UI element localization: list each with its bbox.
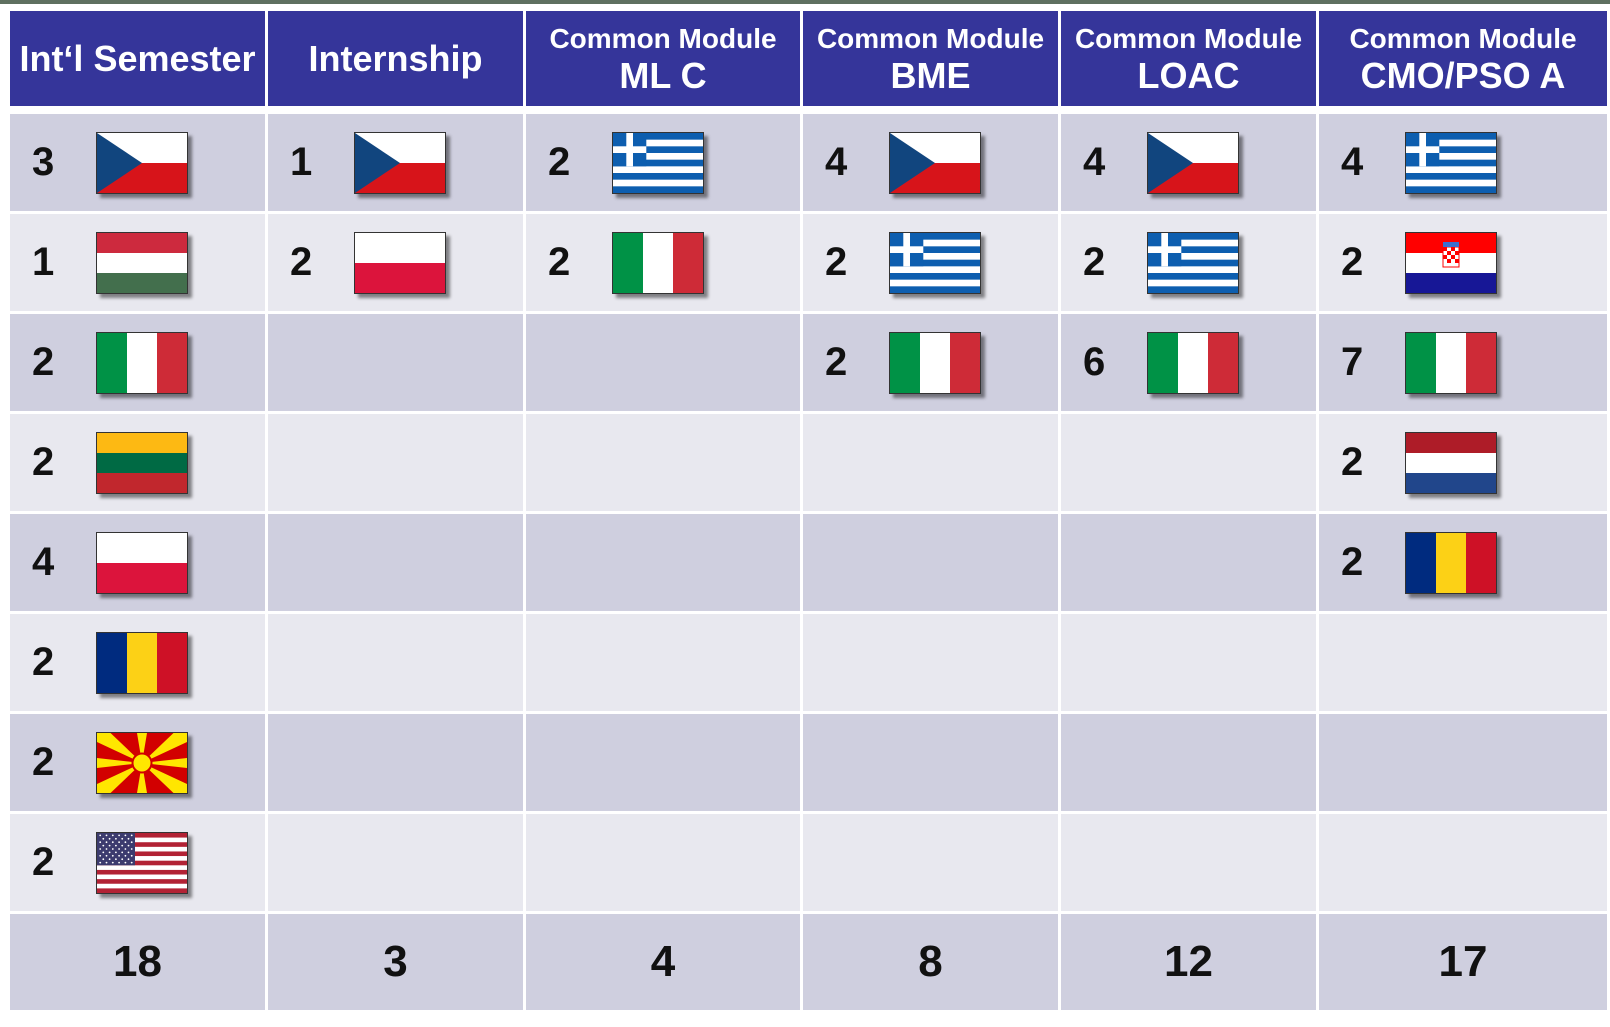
poland-flag-icon [96,532,188,594]
participant-count: 2 [32,440,55,484]
country-entry [10,214,265,311]
header-internship: Internship [268,11,526,114]
participant-count: 2 [825,240,848,284]
table-cell [10,114,268,214]
table-cell [803,814,1061,914]
total-cell [268,914,526,1010]
country-entry [1061,114,1316,211]
totals-row [10,914,1610,1010]
table-cell [268,114,526,214]
table-cell [1319,314,1610,414]
country-entry [10,614,265,711]
table-cell [803,414,1061,514]
table-cell [526,214,803,314]
usa-flag-icon [96,832,188,894]
table-cell [1319,414,1610,514]
lithuania-flag-icon [96,432,188,494]
participant-count: 6 [1083,340,1106,384]
hungary-flag-icon [96,232,188,294]
table-cell [268,214,526,314]
country-entry [1061,314,1316,411]
total-count: 4 [650,937,676,986]
poland-flag-icon [354,232,446,294]
table-cell [10,314,268,414]
table-cell [1061,814,1319,914]
italy-flag-icon [889,332,981,394]
table-cell [1319,614,1610,714]
country-entry [10,714,265,811]
romania-flag-icon [1405,532,1497,594]
table-cell [526,714,803,814]
participant-count: 2 [1083,240,1106,284]
table-row [10,314,1610,414]
table-cell [268,714,526,814]
country-entry [10,814,265,911]
total-cell [1319,914,1610,1010]
italy-flag-icon [1405,332,1497,394]
country-entry [1319,414,1607,511]
table-cell [1061,614,1319,714]
table-row [10,714,1610,814]
table-cell [268,414,526,514]
country-entry [268,114,523,211]
table-cell [803,114,1061,214]
czech-flag-icon [1147,132,1239,194]
participant-count: 2 [32,840,55,884]
total-count: 12 [1164,937,1213,986]
table-row [10,514,1610,614]
table-cell [10,814,268,914]
netherlands-flag-icon [1405,432,1497,494]
header-cmo-pso-a: Common Module CMO/PSO A [1319,11,1610,114]
table-cell [526,314,803,414]
greece-flag-icon [889,232,981,294]
total-cell [803,914,1061,1010]
table-row [10,114,1610,214]
croatia-flag-icon [1405,232,1497,294]
total-cell [1061,914,1319,1010]
table-cell [268,514,526,614]
greece-flag-icon [1405,132,1497,194]
table-cell [1061,314,1319,414]
table-cell [1061,414,1319,514]
table-cell [268,614,526,714]
participant-count: 3 [32,140,55,184]
country-entry [10,514,265,611]
country-entry [526,214,800,311]
total-cell [526,914,803,1010]
country-entry [803,114,1058,211]
table-cell [268,314,526,414]
header-loac: Common Module LOAC [1061,11,1319,114]
participant-count: 2 [1341,540,1364,584]
table-cell [526,414,803,514]
participant-count: 1 [290,140,313,184]
italy-flag-icon [1147,332,1239,394]
participant-count: 4 [1083,140,1106,184]
czech-flag-icon [354,132,446,194]
participant-count: 2 [825,340,848,384]
table-cell [1319,714,1610,814]
table-cell [1319,514,1610,614]
country-entry [268,214,523,311]
table-cell [526,614,803,714]
country-entry [10,114,265,211]
table-cell [803,714,1061,814]
table-row [10,214,1610,314]
table-cell [1319,814,1610,914]
country-entry [803,214,1058,311]
header-intl-semester: Int‘l Semester [10,11,268,114]
table-cell [10,714,268,814]
total-count: 17 [1438,937,1488,986]
participant-count: 2 [1341,240,1364,284]
total-count: 8 [918,937,943,986]
participant-count: 1 [32,240,55,284]
participant-count: 2 [548,240,571,284]
header-bme: Common Module BME [803,11,1061,114]
table-cell [10,214,268,314]
table-cell [526,514,803,614]
country-entry [10,314,265,411]
romania-flag-icon [96,632,188,694]
header-ml-c: Common Module ML C [526,11,803,114]
czech-flag-icon [96,132,188,194]
country-entry [1319,514,1607,611]
greece-flag-icon [1147,232,1239,294]
country-entry [10,414,265,511]
table-cell [268,814,526,914]
greece-flag-icon [612,132,704,194]
table-cell [1061,214,1319,314]
table-cell [526,814,803,914]
total-count: 3 [383,937,408,986]
participant-count: 2 [32,340,55,384]
north-macedonia-flag-icon [96,732,188,794]
top-divider [0,0,1610,4]
table-cell [1319,214,1610,314]
table-cell [10,414,268,514]
participant-count: 4 [825,140,848,184]
table-cell [1061,514,1319,614]
country-entry [803,314,1058,411]
participant-count: 7 [1341,340,1364,384]
table-row [10,414,1610,514]
participation-table [10,11,1610,1010]
table-cell [1061,714,1319,814]
country-entry [1319,214,1607,311]
czech-flag-icon [889,132,981,194]
table-cell [803,614,1061,714]
table-cell [1319,114,1610,214]
country-entry [1319,114,1607,211]
table-row [10,814,1610,914]
italy-flag-icon [96,332,188,394]
participant-count: 4 [1341,140,1364,184]
participant-count: 2 [548,140,571,184]
participant-count: 2 [290,240,313,284]
total-count: 18 [113,937,162,986]
table-cell [10,514,268,614]
participant-count: 4 [32,540,55,584]
country-entry [1061,214,1316,311]
country-entry [526,114,800,211]
participant-count: 2 [1341,440,1364,484]
table-cell [526,114,803,214]
participant-count: 2 [32,640,55,684]
table-cell [803,214,1061,314]
table-row [10,614,1610,714]
total-cell [10,914,268,1010]
table-cell [1061,114,1319,214]
table-cell [10,614,268,714]
table-cell [803,514,1061,614]
table-cell [803,314,1061,414]
participant-count: 2 [32,740,55,784]
header-row [10,11,1610,114]
country-entry [1319,314,1607,411]
italy-flag-icon [612,232,704,294]
